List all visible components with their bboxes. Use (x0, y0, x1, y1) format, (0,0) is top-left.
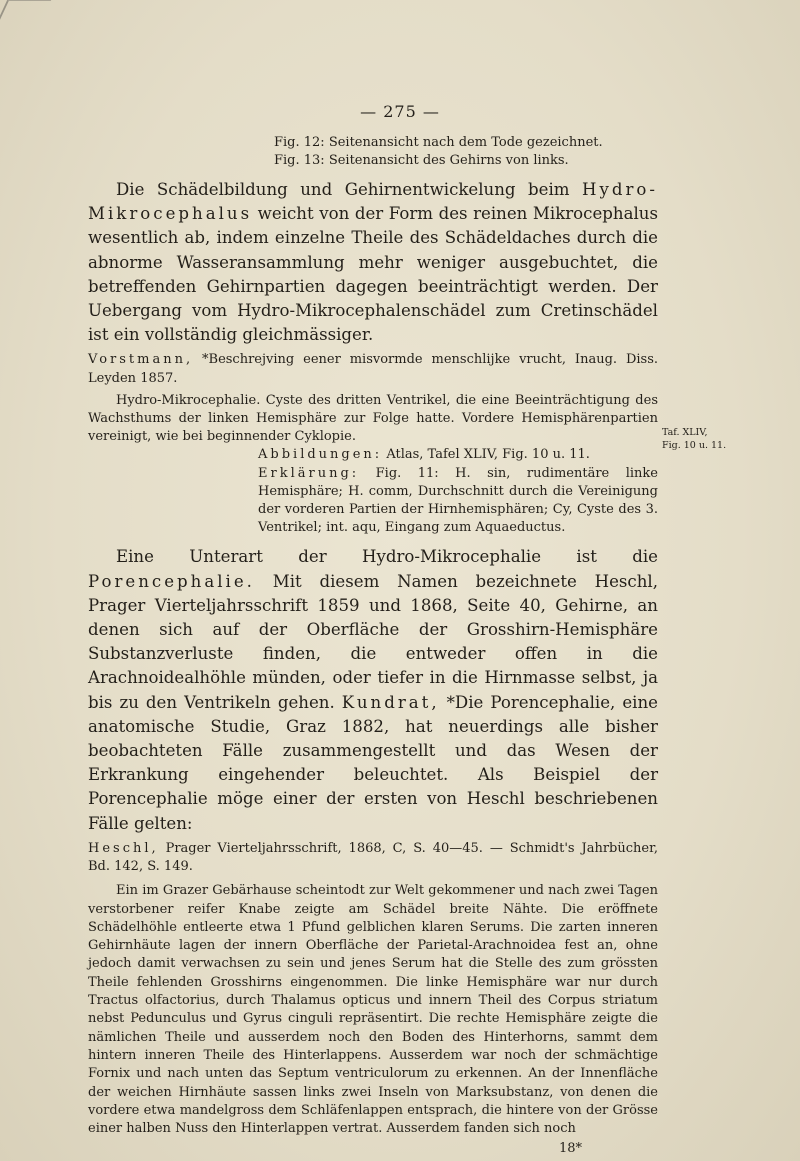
paragraph-middle: Mit diesem Namen bezeichnete Heschl, Prager Vierteljahrsschrift 1859 und 1868, Seite 40, Gehirne, an denen sich auf der Oberfläche der Grosshirn-Hemisphäre Substanzverluste finden, die entweder offen in die Arachnoidealhöhle münden, oder tiefer in die Hirnmasse selbst, ja bis zu den Ventrikeln gehen. (88, 571, 658, 712)
term-hydro-mikrocephalus: Hydro-Mikrocephalus (88, 180, 658, 224)
paragraph-porencephalie (88, 545, 658, 835)
paragraph-lead: Eine Unterart der Hydro-Mikrocephalie ist die (116, 547, 658, 567)
abbildungen-label: Abbildungen: (258, 447, 383, 463)
erklaerung-text: Fig. 11: H. sin, rudimentäre linke Hemisphäre; H. comm, Durchschnitt durch die Vereinigung der vorderen Partien der Hirnhemisphären; Cy, Cyste des 3. Ventrikel; int. aqu, Eingang zum Aquaeductus. (258, 465, 658, 536)
reference-vorstmann (88, 351, 658, 387)
paragraph-hydro-mikrocephalus (88, 178, 658, 347)
figure-caption-13: Fig. 13: Seitenansicht des Gehirns von links. (274, 153, 569, 168)
abbildungen-line (258, 446, 658, 464)
signature-mark: 18* (558, 1141, 582, 1157)
reference-text: Prager Vierteljahrsschrift, 1868, C, S. 40—45. — Schmidt's Jahrbücher, Bd. 142, S. 149. (88, 840, 658, 875)
reference-heschl (88, 840, 658, 876)
paragraph-lead: Die Schädelbildung und Gehirnentwickelung beim (116, 180, 582, 199)
reference-text: *Beschrejving eener misvormde menschlijke vrucht, Inaug. Diss. Leyden 1857. (88, 352, 658, 386)
margin-note-taf: Taf. XLIV, (662, 427, 708, 438)
abbildungen-text: Atlas, Tafel XLIV, Fig. 10 u. 11. (382, 447, 590, 463)
figure-caption-12: Fig. 12: Seitenansicht nach dem Tode gezeichnet. (274, 135, 603, 150)
case-description: Ein im Grazer Gebärhause scheintodt zur Welt gekommener und nach zwei Tagen verstorbener reifer Knabe zeigte am Schädel breite Nähte. Die eröffnete Schädelhöhle entleerte etwa 1 Pfund gelblichen klaren Serums. Die zarten inneren Gehirnhäute lagen der innern Oberfläche der Parietal-Arachnoidea fest an, ohne jedoch damit verwachsen zu sein und jenes Serum hat die Stelle des zum grössten Theile fehlenden Grosshirns eingenommen. Die linke Hemisphäre war nur durch Tractus olfactorius, durch Thalamus opticus und innern Theil des Corpus striatum nebst Pedunculus und Gyrus cinguli repräsentirt. Die rechte Hemisphäre zeigte die nämlichen Theile und ausserdem noch den Boden des Hinterhorns, sammt dem hintern inneren Theile des Hinterlappens. Ausserdem war noch der schmächtige Fornix und nach unten das Septum ventriculorum zu erkennen. An der Innenfläche der weichen Hirnhäute sassen links zwei Inseln von Marksubstanz, von denen die vordere etwa mandelgross dem Schläfenlappen entsprach, die hintere von der Grösse einer halben Nuss den Hinterlappen vertrat. Ausserdem fanden sich noch (88, 883, 658, 1137)
reference-description: Hydro-Mikrocephalie. Cyste des dritten Ventrikel, die eine Beeinträchtigung des Wachsthums der linken Hemisphäre zur Folge hatte. Vordere Hemisphärenpartien vereinigt, wie bei beginnender Cyklopie. (88, 392, 658, 445)
term-porencephalie: Porencephalie. (88, 571, 255, 591)
reference-author: Vorstmann, (88, 352, 194, 368)
erklaerung-line (258, 465, 658, 538)
scan-edge-mark (0, 0, 51, 31)
paragraph-rest: weicht von der Form des reinen Mikrocephalus wesentlich ab, indem einzelne Theile des Schädeldaches durch die abnorme Wasseransammlung mehr weniger ausgebuchtet, die betreffenden Gehirnpartien dagegen beeinträchtigt werden. Der Uebergang vom Hydro-Mikrocephalenschädel zum Cretinschädel ist ein vollständig gleichmässiger. (88, 204, 658, 345)
paragraph-rest: *Die Porencephalie, eine anatomische Studie, Graz 1882, hat neuerdings alle bisher beobachteten Fälle zusammengestellt und das Wesen der Erkrankung eingehender beleuchtet. Als Beispiel der Porencephalie möge einer der ersten von Heschl beschriebenen Fälle gelten: (88, 692, 658, 833)
margin-note-fig: Fig. 10 u. 11. (662, 440, 727, 451)
erklaerung-label: Erklärung: (258, 465, 360, 481)
figure-explanation-block (258, 446, 658, 537)
page-number: — 275 — (360, 102, 440, 121)
reference-author: Heschl, (88, 840, 159, 856)
author-kundrat: Kundrat, (341, 692, 440, 712)
text-column (88, 134, 658, 1158)
